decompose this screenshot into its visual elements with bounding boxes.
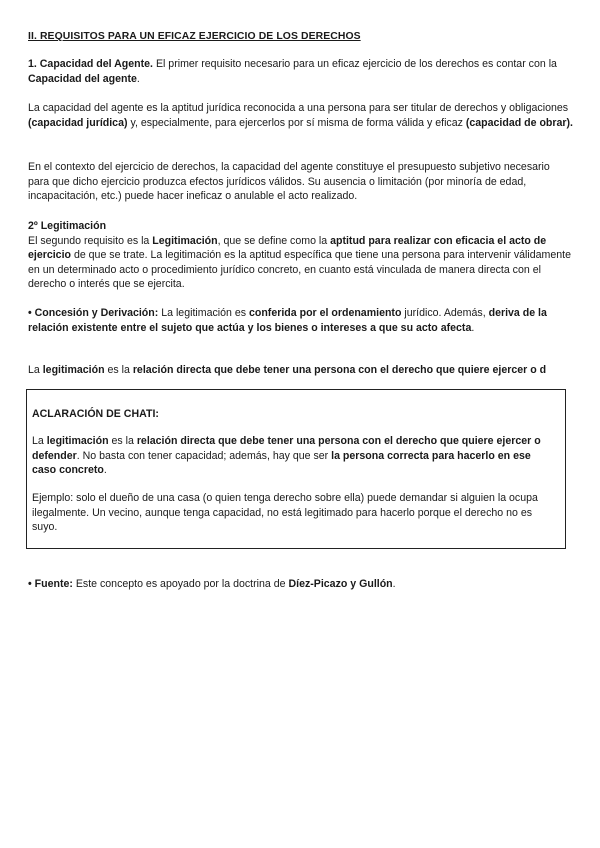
fuente-label: • Fuente: [28,578,73,590]
paragraph-concesion-derivacion: • Concesión y Derivación: La legitimación es conferida por el ordenamiento jurídico. Además, deriva de la relación existente entre el sujeto que actúa y los bienes o intereses a que su acto afecta. [28,307,547,334]
paragraph-capacidad-definicion: La capacidad del agente es la aptitud jurídica reconocida a una persona para ser titular de derechos y obligaciones (capacidad jurídica) y, especialmente, para ejercerlos por sí misma de forma válida y eficaz (capacidad de obrar). [28,102,574,129]
paragraph-legitimacion-cortado: La legitimación es la relación directa que debe tener una persona con el derecho que quiere ejercer o d [28,364,547,376]
legitimacion-heading: 2º Legitimación [28,220,107,232]
aclaracion-ejemplo: Ejemplo: solo el dueño de una casa (o quien tenga derecho sobre ella) puede demandar si alguien la ocupa ilegalmente. Un vecino, aunque tenga capacidad, no está legitimado para hacerlo porque el derecho no es suyo. [32,492,538,534]
aclaracion-definicion: La legitimación es la relación directa que debe tener una persona con el derecho que quiere ejercer o defender. No basta con tener capacidad; además, hay que ser la persona correcta para hacerlo en ese caso concreto. [32,435,541,477]
paragraph-capacidad-contexto: En el contexto del ejercicio de derechos, la capacidad del agente constituye el presupuesto subjetivo necesario para que dicho ejercicio produzca efectos jurídicos válidos. Su ausencia o limitación (por minoría de edad, incapacitación, etc.) puede hacer ineficaz o anulable el acto realizado. [28,161,550,203]
concesion-label: • Concesión y Derivación: [28,307,159,319]
paragraph-fuente: • Fuente: Este concepto es apoyado por la doctrina de Díez-Picazo y Gullón. [28,578,396,590]
capacidad-heading: 1. Capacidad del Agente. [28,58,153,70]
section-title: II. REQUISITOS PARA UN EFICAZ EJERCICIO DE LOS DERECHOS [28,31,361,42]
aclaracion-heading: ACLARACIÓN DE CHATI: [32,408,159,420]
paragraph-legitimacion: 2º Legitimación El segundo requisito es la Legitimación, que se define como la aptitud para realizar con eficacia el acto de ejercicio de que se trate. La legitimación es la aptitud específica que tiene una persona para intervenir válidamente en un determinado acto o procedimiento jurídico concreto, en cuanto está vinculada de manera directa con el derecho o interés que se ejercita. [28,220,571,291]
paragraph-capacidad-intro: 1. Capacidad del Agente. El primer requisito necesario para un eficaz ejercicio de los derechos es contar con la Capacidad del agente. [28,58,557,85]
aclaracion-box [26,389,566,549]
